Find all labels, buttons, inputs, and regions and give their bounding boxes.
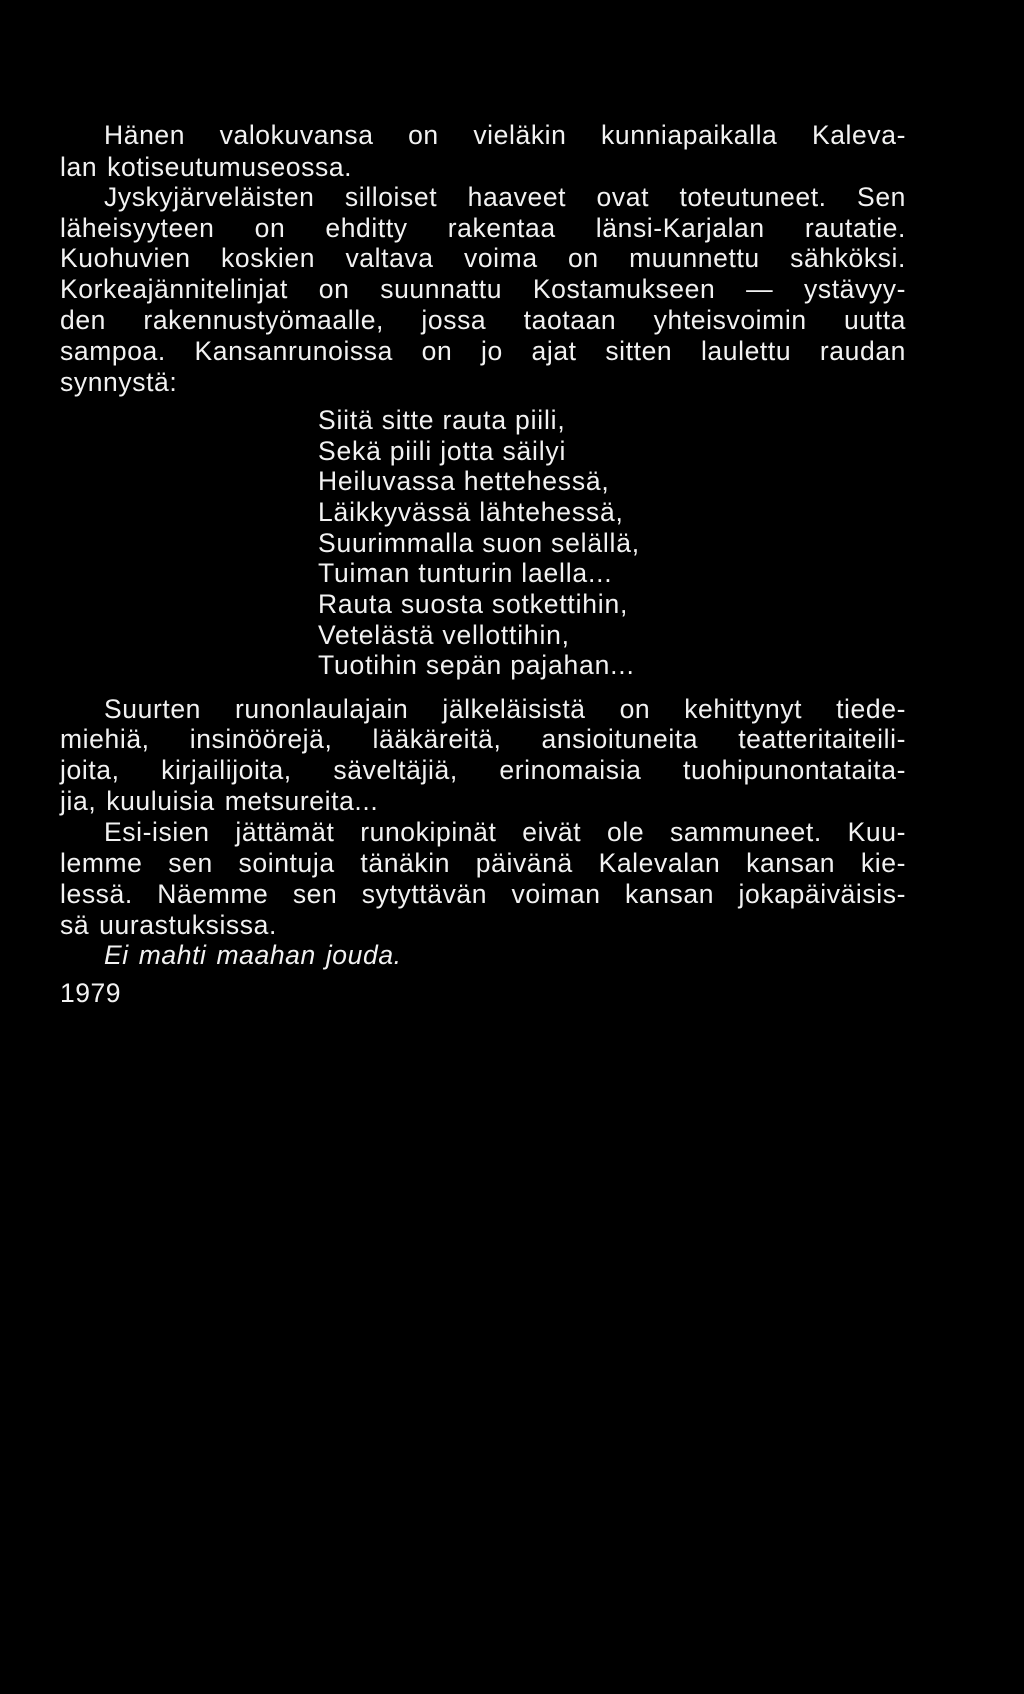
paragraph-2-line-1: Jyskyjärveläisten silloiset haaveet ovat toteutuneet. Sen [104, 182, 906, 212]
paragraph-3-line-2: miehiä, insinöörejä, lääkäreitä, ansioituneita teatteritaiteili- [60, 724, 906, 754]
paragraph-4-line-1: Esi-isien jättämät runokipinät eivät ole sammuneet. Kuu- [104, 817, 906, 847]
paragraph-3-line-4: jia, kuuluisia metsureita... [60, 786, 379, 816]
paragraph-2-line-7: synnystä: [60, 367, 178, 397]
paragraph-2-line-5: den rakennustyömaalle, jossa taotaan yhteisvoimin uutta [60, 305, 906, 335]
poem-line-4: Läikkyvässä lähtehessä, [318, 497, 624, 527]
paragraph-2-line-3: Kuohuvien koskien valtava voima on muunnettu sähköksi. [60, 243, 906, 273]
poem-line-1: Siitä sitte rauta piili, [318, 405, 566, 435]
poem-line-7: Rauta suosta sotkettihin, [318, 589, 629, 619]
paragraph-3-line-3: joita, kirjailijoita, säveltäjiä, erinomaisia tuohipunontataita- [60, 755, 906, 785]
poem-line-3: Heiluvassa hettehessä, [318, 466, 610, 496]
paragraph-2-line-2: läheisyyteen on ehditty rakentaa länsi-Karjalan rautatie. [60, 213, 906, 243]
year-label: 1979 [60, 978, 121, 1008]
closing-line: Ei mahti maahan jouda. [104, 940, 402, 970]
paragraph-4-line-3: lessä. Näemme sen sytyttävän voiman kansan jokapäiväisis- [60, 879, 906, 909]
paragraph-1-line-1: Hänen valokuvansa on vieläkin kunniapaikalla Kaleva- [104, 120, 906, 150]
poem-line-9: Tuotihin sepän pajahan... [318, 650, 635, 680]
poem-line-2: Sekä piili jotta säilyi [318, 436, 567, 466]
poem-line-6: Tuiman tunturin laella... [318, 558, 613, 588]
poem-line-8: Vetelästä vellottihin, [318, 620, 570, 650]
paragraph-2-line-6: sampoa. Kansanrunoissa on jo ajat sitten laulettu raudan [60, 336, 906, 366]
paragraph-4-line-2: lemme sen sointuja tänäkin päivänä Kalevalan kansan kie- [60, 848, 906, 878]
paragraph-4-line-4: sä uurastuksissa. [60, 910, 277, 940]
poem-line-5: Suurimmalla suon selällä, [318, 528, 640, 558]
paragraph-2-line-4: Korkeajännitelinjat on suunnattu Kostamukseen — ystävyy- [60, 274, 906, 304]
paragraph-1-line-2: lan kotiseutumuseossa. [60, 152, 353, 182]
paragraph-3-line-1: Suurten runonlaulajain jälkeläisistä on kehittynyt tiede- [104, 694, 906, 724]
